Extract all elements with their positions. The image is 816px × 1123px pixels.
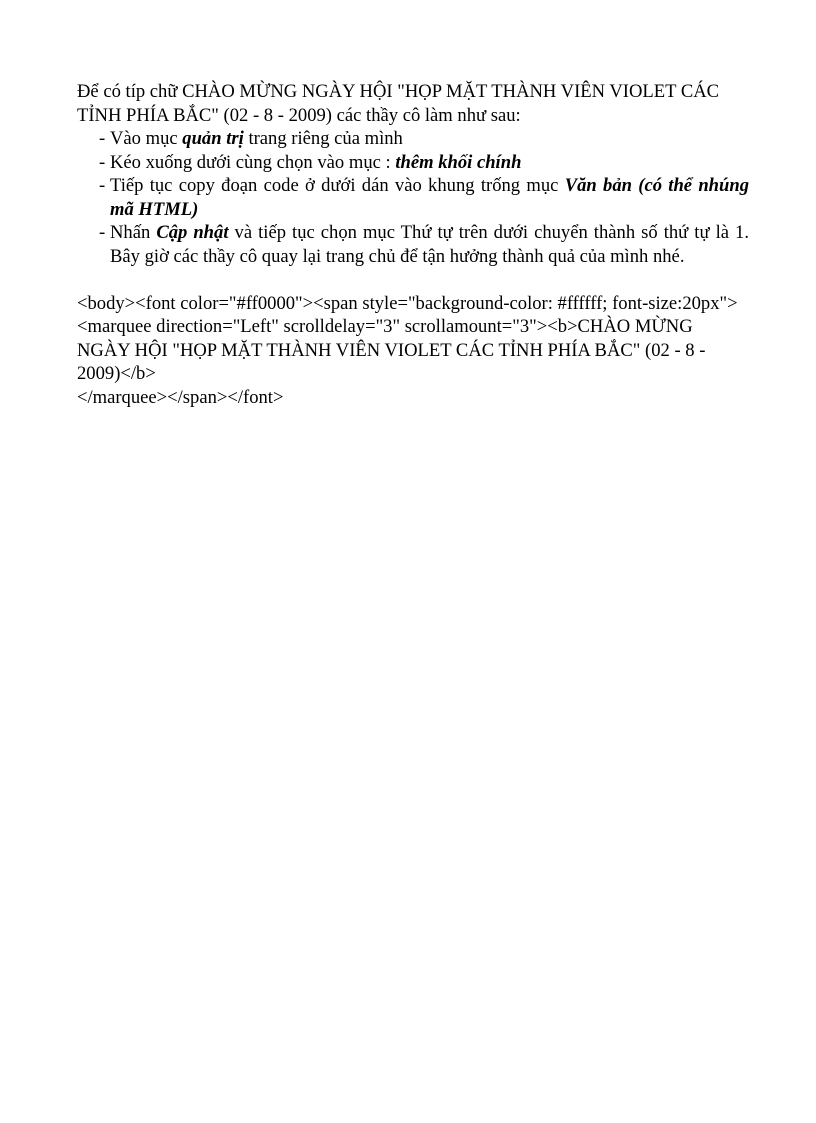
step-emphasis: thêm khối chính: [395, 151, 522, 173]
step-text: [110, 174, 749, 221]
step-emphasis: Cập nhật: [156, 222, 229, 243]
step-text-before: Nhấn: [110, 222, 157, 243]
document-page: [77, 80, 749, 409]
step-text-before: Vào mục: [110, 128, 183, 149]
step-text-before: Kéo xuống dưới cùng chọn vào mục :: [110, 151, 396, 173]
code-line: <body><font color="#ff0000"><span style="background-color: #ffffff; font-size:20px">: [77, 292, 738, 314]
step-text: [110, 221, 749, 268]
list-item: [77, 174, 749, 221]
list-item: [77, 127, 749, 151]
bullet-dash: -: [99, 128, 106, 149]
paragraph-spacer: [77, 268, 749, 292]
step-text-before: Tiếp tục copy đoạn code ở dưới dán vào khung trống mục: [110, 175, 565, 196]
list-item: [77, 151, 749, 175]
intro-paragraph: Để có típ chữ CHÀO MỪNG NGÀY HỘI "HỌP MẶT THÀNH VIÊN VIOLET CÁC TỈNH PHÍA BẮC" (02 - 8 - 2009) các thầy cô làm như sau:: [77, 81, 720, 126]
step-text: [110, 127, 749, 151]
step-text-after: và tiếp tục chọn mục Thứ tự trên dưới chuyển thành số thứ tự là 1. Bây giờ các thầy cô quay lại trang chủ để tận hưởng thành quả của mình nhé.: [110, 222, 749, 267]
bullet-dash: -: [99, 222, 106, 243]
code-line: </marquee></span></font>: [77, 386, 284, 408]
step-text: [110, 151, 749, 175]
instruction-list: [77, 127, 749, 268]
step-emphasis: Văn bản (có thể nhúng mã HTML): [110, 175, 749, 220]
code-line: <marquee direction="Left" scrolldelay="3" scrollamount="3"><b>CHÀO MỪNG NGÀY HỘI "HỌP MẶT THÀNH VIÊN VIOLET CÁC TỈNH PHÍA BẮC" (02 - 8 - 2009)</b>: [77, 316, 706, 384]
step-emphasis: quản trị: [182, 128, 244, 149]
code-snippet: [77, 292, 749, 410]
bullet-dash: -: [99, 151, 106, 173]
step-text-after: trang riêng của mình: [243, 128, 403, 149]
bullet-dash: -: [99, 175, 106, 196]
list-item: [77, 221, 749, 268]
